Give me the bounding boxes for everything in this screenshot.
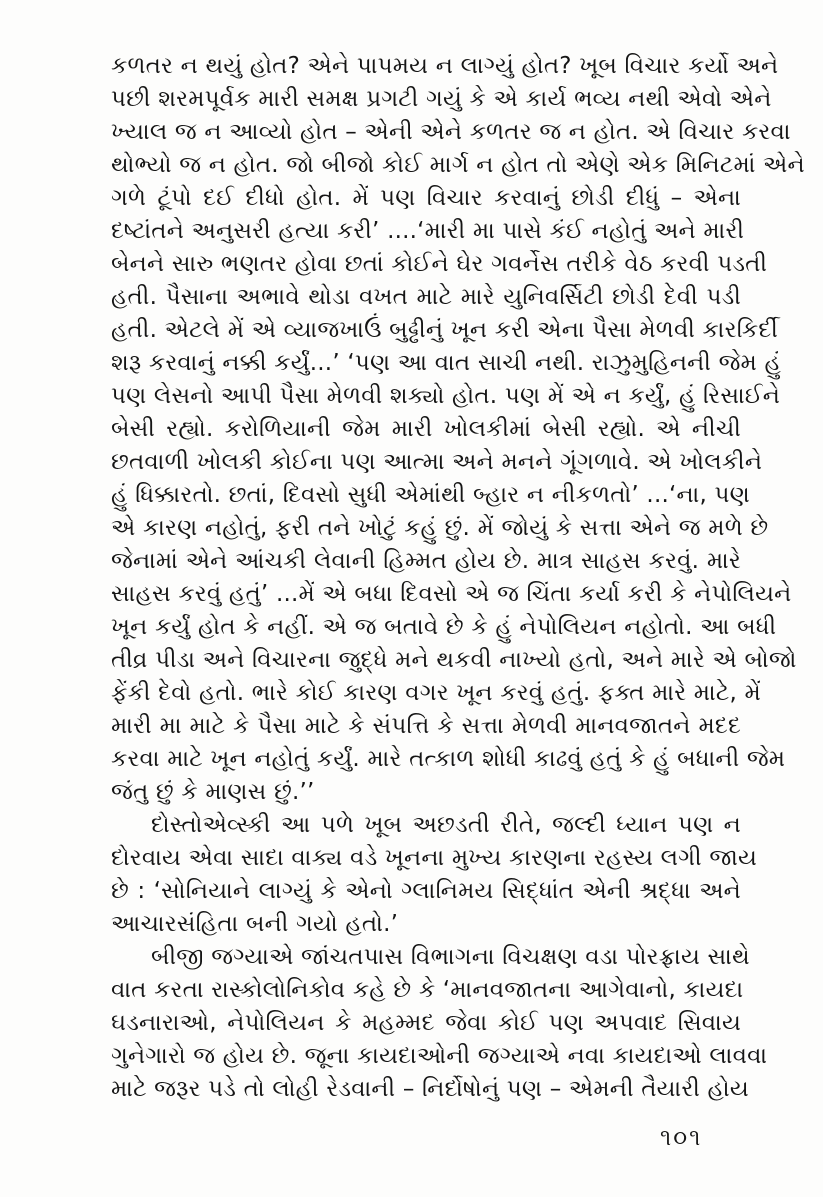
text-line: જંતુ છું કે માણસ છું.’’ xyxy=(111,779,315,805)
text-line: મારી મા માટે કે પૈસા માટે કે સંપત્તિ કે સત્તા મેળવી માનવજાતને મદદ xyxy=(111,713,741,739)
text-line: કળતર ન થયું હોત? એને પાપમય ન લાગ્યું હોત? ખૂબ વિચાર કર્યો અને xyxy=(111,53,779,79)
text-line: આચારસંહિતા બની ગયો હતો.’ xyxy=(111,911,399,937)
text-line: સાહસ કરવું હતું’ ...મેં એ બધા દિવસો એ જ ચિંતા કર્યા કરી કે નેપોલિયને xyxy=(111,581,792,607)
text-line: બેનને સારુ ભણતર હોવા છતાં કોઈને ઘેર ગવર્નેસ તરીકે વેઠ કરવી પડતી xyxy=(111,251,768,277)
text-line: છે : ‘સોનિયાને લાગ્યું કે એનો ગ્લાનિમય સિદ્ધાંત એની શ્રદ્ધા અને xyxy=(111,878,741,904)
text-line: શરૂ કરવાનું નક્કી કર્યું...’ ‘પણ આ વાત સાચી નથી. રાઝુમુહિનની જેમ હું xyxy=(111,350,782,376)
text-line: દોસ્તોએવ્સ્કી આ પળે ખૂબ અછડતી રીતે, જલ્દી ધ્યાન પણ ન xyxy=(151,812,741,838)
text-line: પછી શરમપૂર્વક મારી સમક્ષ પ્રગટી ગયું કે એ કાર્ય ભવ્ય નથી એવો એને xyxy=(111,86,772,112)
text-line: માટે જરૂર પડે તો લોહી રેડવાની – નિર્દોષોનું પણ – એમની તૈયારી હોય xyxy=(111,1076,749,1102)
text-line: ખૂન કર્યું હોત કે નહીં. એ જ બતાવે છે કે હું નેપોલિયન નહોતો. આ બધી xyxy=(111,614,777,640)
text-line: બીજી જગ્યાએ જાંચતપાસ વિભાગના વિચક્ષણ વડા પોરફ્રાય સાથે xyxy=(151,944,750,970)
text-line: તીવ્ર પીડા અને વિચારના જુદ્ધે મને થકવી નાખ્યો હતો, અને મારે એ બોજો xyxy=(111,647,797,673)
text-line: ગુનેગારો જ હોય છે. જૂના કાયદાઓની જગ્યાએ નવા કાયદાઓ લાવવા xyxy=(111,1043,768,1069)
paragraph-2 xyxy=(111,809,758,941)
text-line: ઘડનારાઓ, નેપોલિયન કે મહમ્મદ જેવા કોઈ પણ અપવાદ સિવાય xyxy=(111,1010,741,1036)
text-line: હું ધિક્કારતો. છતાં, દિવસો સુધી એમાંથી બ્હાર ન નીકળતો’ ...‘ના, પણ xyxy=(111,482,750,508)
text-line: ખ્યાલ જ ન આવ્યો હોત – એની એને કળતર જ ન હોત. એ વિચાર કરવા xyxy=(111,119,791,145)
text-line: એ કારણ નહોતું, ફરી તને ખોટું કહું છું. મેં જોયું કે સત્તા એને જ મળે છે xyxy=(111,515,769,541)
text-line: દષ્ટાંતને અનુસરી હત્યા કરી’ ....‘મારી મા પાસે કંઈ નહોતું અને મારી xyxy=(111,218,745,244)
text-line: હતી. એટલે મેં એ વ્યાજખાઉં બુઢ્ઢીનું ખૂન કરી એના પૈસા મેળવી કારકિર્દી xyxy=(111,317,778,343)
text-line: જેનામાં એને આંચકી લેવાની હિમ્મત હોય છે. માત્ર સાહસ કરવું. મારે xyxy=(111,548,741,574)
text-line: બેસી રહ્યો. કરોળિયાની જેમ મારી ખોલકીમાં બેસી રહ્યો. એ નીચી xyxy=(111,416,741,442)
body-text xyxy=(111,50,805,1106)
text-line: હતી. પૈસાના અભાવે થોડા વખત માટે મારે યુનિવર્સિટી છોડી દેવી પડી xyxy=(111,284,741,310)
text-line: થોભ્યો જ ન હોત. જો બીજો કોઈ માર્ગ ન હોત તો એણે એક મિનિટમાં એને xyxy=(111,152,805,178)
text-line: વાત કરતા રાસ્કોલોનિકોવ કહે છે કે ‘માનવજાતના આગેવાનો, કાયદા xyxy=(111,977,744,1003)
text-line: ગળે ટૂંપો દઈ દીધો હોત. મેં પણ વિચાર કરવાનું છોડી દીધું – એના xyxy=(111,185,741,211)
paragraph-1 xyxy=(111,50,805,809)
text-line: છતવાળી ખોલકી કોઈના પણ આત્મા અને મનને ગૂંગળાવે. એ ખોલકીને xyxy=(111,449,763,475)
paragraph-3 xyxy=(111,941,768,1106)
text-line: પણ લેસનો આપી પૈસા મેળવી શક્યો હોત. પણ મેં એ ન કર્યું, હું રિસાઈને xyxy=(111,383,781,409)
text-line: કરવા માટે ખૂન નહોતું કર્યું. મારે તત્કાળ શોધી કાઢવું હતું કે હું બધાની જેમ xyxy=(111,746,786,772)
page-number: ૧૦૧ xyxy=(660,1125,703,1151)
text-line: દોરવાય એવા સાદા વાક્ય વડે ખૂનના મુખ્ય કારણના રહસ્ય લગી જાય xyxy=(111,845,758,871)
text-line: ફેંકી દેવો હતો. ભારે કોઈ કારણ વગર ખૂન કરવું હતું. ફક્ત મારે માટે, મેં xyxy=(111,680,761,706)
